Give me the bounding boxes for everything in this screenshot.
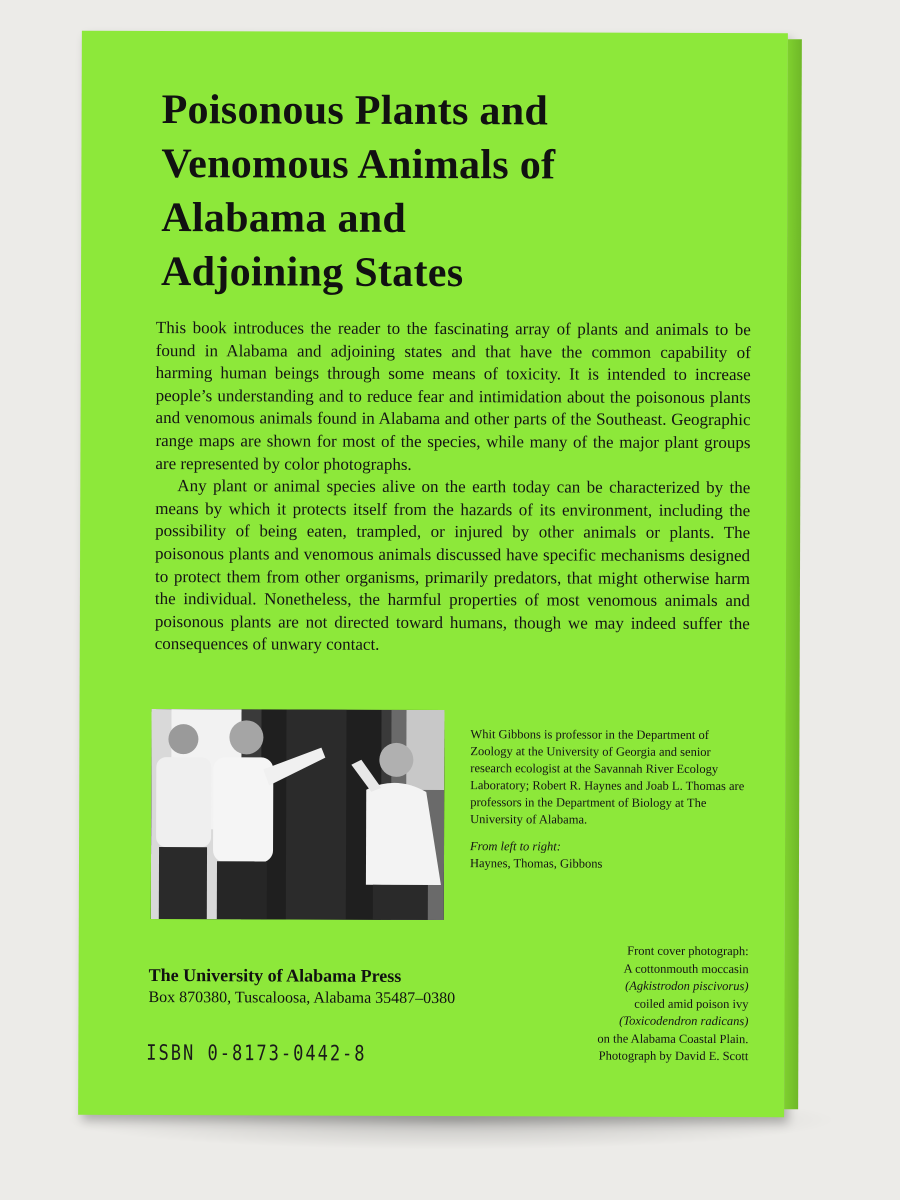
isbn-number: ISBN 0-8173-0442-8 [146,1041,367,1067]
description-paragraph-2: Any plant or animal species alive on the earth today can be characterized by the means by which it protects itself from the hazards of its environment, including the possibility of being eaten, trampled, or injured by other animals or plants. The poisonous plants and venomous animals discussed have specific mechanisms designed to protect them from other organisms, primarily predators, that might otherwise harm the individual. Nonetheless, the harmful properties of most venomous animals and poisonous plants are not directed toward humans, though we may indeed suffer the consequences of unwary contact. [154,476,751,655]
caption-label: From left to right: [470,839,561,854]
authors-photo [151,709,445,920]
credit-line-3: (Agkistrodon piscivorus) [625,978,749,994]
caption-names: Haynes, Thomas, Gibbons [469,856,603,871]
author-bio [470,726,749,873]
photo-caption [470,838,748,873]
book-title [161,83,762,301]
credit-line-6: on the Alabama Coastal Plain. [597,1031,749,1046]
credit-line-2: A cottonmouth moccasin [623,961,749,976]
publisher-block [148,963,508,1010]
title-line-3: Alabama and [161,195,407,242]
title-line-1: Poisonous Plants and [161,87,549,135]
book-spine-edge [784,39,802,1109]
book-description [155,317,751,658]
publisher-address: Box 870380, Tuscaloosa, Alabama 35487–0380 [148,989,456,1008]
credit-line-4: coiled amid poison ivy [634,996,749,1011]
credit-line-7: Photograph by David E. Scott [598,1048,749,1064]
title-line-4: Adjoining States [160,249,464,297]
cover-photo-credit [518,942,748,1065]
bio-text: Whit Gibbons is professor in the Department of Zoology at the University of Georgia and senior research ecologist at the Savannah River Ecology Laboratory; Robert R. Haynes and Joab L. Thomas are professors in the Department of Biology at The University of Alabama. [470,727,745,827]
credit-line-1: Front cover photograph: [627,943,749,959]
book-back-cover [78,31,788,1117]
description-paragraph-1: This book introduces the reader to the fascinating array of plants and animals to be found in Alabama and adjoining states and that have the common capability of harming human beings through some means of toxicity. It is intended to increase people’s understanding and to reduce fear and intimidation about the poisonous plants and venomous animals found in Alabama and other parts of the Southeast. Geographic range maps are shown for most of the species, while many of the major plant groups are represented by color photographs. [155,318,751,474]
title-line-2: Venomous Animals of [161,141,556,189]
credit-line-5: (Toxicodendron radicans) [619,1013,749,1029]
publisher-name: The University of Alabama Press [148,965,402,986]
